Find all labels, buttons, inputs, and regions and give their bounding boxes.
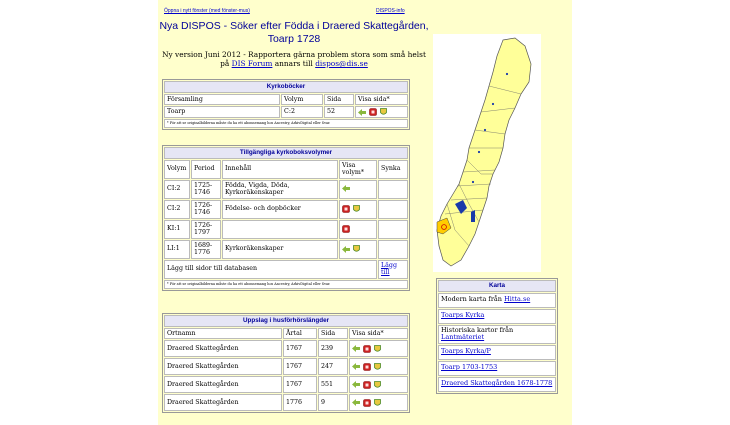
table-row: Draered Skattegården 1767 247 [164, 358, 408, 375]
email-link[interactable]: dispos@dis.se [315, 59, 368, 68]
version-text: Ny version Juni 2012 - Rapportera gärna problem stora som små helst [162, 50, 426, 59]
table-row: LI:1 1689-1776 Kyrkoräkenskaper [164, 240, 408, 259]
yellow-shield-icon[interactable] [374, 363, 381, 371]
green-arrow-icon[interactable] [352, 363, 360, 370]
top-links [164, 8, 564, 14]
draered-map-link[interactable]: Draered Skattegården 1678-1778 [441, 379, 553, 388]
kyrkobocker-table [162, 79, 410, 130]
column-header: Årtal [283, 328, 317, 340]
synka-cell [378, 180, 408, 199]
synka-cell [378, 220, 408, 239]
map-marker [472, 181, 474, 183]
column-header: Sida [324, 94, 354, 106]
red-crest-icon[interactable] [363, 345, 371, 353]
add-pages-link[interactable]: Lägg till [381, 261, 397, 276]
green-arrow-icon[interactable] [342, 185, 350, 192]
map-marker [492, 103, 494, 105]
column-header: Synka [378, 160, 408, 179]
kyrkobocker-caption: Kyrkoböcker [164, 81, 408, 93]
karta-table: Karta Modern karta från Hitta.se Toarps Kyrka Historiska kartor från Lantmäteriet Toarps Kyrka/P Toarp 1703-1753 Draered Skattegården 1678-1778 [436, 278, 558, 394]
green-arrow-icon[interactable] [358, 109, 366, 116]
table-row: CI:2 1725-1746 Födda, Vigda, Döda, Kyrkoräkenskaper [164, 180, 408, 199]
table-row: Draered Skattegården 1767 551 [164, 376, 408, 393]
green-arrow-icon[interactable] [352, 381, 360, 388]
red-crest-icon[interactable] [342, 225, 350, 233]
column-header: Volym [164, 160, 190, 179]
toarps-kyrka-p-link[interactable]: Toarps Kyrka/P [441, 347, 491, 356]
karta-caption: Karta [438, 280, 556, 292]
column-header: Ortnamn [164, 328, 282, 340]
column-header: Visa sida* [355, 94, 408, 106]
toarps-kyrka-link[interactable]: Toarps Kyrka [441, 311, 485, 320]
column-header: Församling [164, 94, 280, 106]
red-crest-icon[interactable] [342, 205, 350, 213]
volymer-caption: Tillgängliga kyrkoboksvolymer [164, 147, 408, 159]
subscription-note: * För att se originalbilderna måste du ha ett abonnemang hos Ancestry, ArkivDigital eller Svar. [164, 280, 408, 289]
map-marker [484, 129, 486, 131]
uppslag-caption: Uppslag i husförhörslängder [164, 315, 408, 327]
table-row: Toarp C:2 52 [164, 106, 408, 118]
volymer-table [162, 145, 410, 291]
green-arrow-icon[interactable] [342, 246, 350, 253]
yellow-shield-icon[interactable] [353, 245, 360, 253]
yellow-shield-icon[interactable] [374, 345, 381, 353]
red-crest-icon[interactable] [363, 381, 371, 389]
green-arrow-icon[interactable] [352, 399, 360, 406]
add-pages-text: Lägg till sidor till databasen [164, 260, 377, 279]
column-header: Period [191, 160, 221, 179]
yellow-shield-icon[interactable] [374, 399, 381, 407]
version-info: Ny version Juni 2012 - Rapportera gärna problem stora som små helst på DIS Forum annars till dispos@dis.se [162, 50, 426, 68]
dis-forum-link[interactable]: DIS Forum [231, 59, 273, 68]
yellow-shield-icon[interactable] [353, 205, 360, 213]
red-crest-icon[interactable] [363, 363, 371, 371]
uppslag-table [162, 313, 410, 413]
yellow-shield-icon[interactable] [374, 381, 381, 389]
location-marker [442, 225, 447, 230]
green-arrow-icon[interactable] [352, 345, 360, 352]
red-crest-icon[interactable] [369, 108, 377, 116]
column-header: Volym [281, 94, 323, 106]
page [158, 0, 572, 425]
table-row: KI:1 1726-1797 [164, 220, 408, 239]
sweden-map[interactable] [433, 34, 541, 272]
table-row: Draered Skattegården 1767 239 [164, 340, 408, 357]
page-title: Nya DISPOS - Söker efter Födda i Draered Skattegården, Toarp 1728 [159, 20, 429, 45]
toarp-map-link[interactable]: Toarp 1703-1753 [441, 363, 498, 372]
synka-cell [378, 200, 408, 219]
lantmateriet-link[interactable]: Lantmäteriet [441, 333, 485, 341]
map-marker [478, 151, 480, 153]
column-header: Sida [318, 328, 348, 340]
lake-vattern [471, 210, 475, 222]
column-header: Visa sida* [349, 328, 408, 340]
column-header: Innehåll [222, 160, 338, 179]
open-new-window-link[interactable]: Öppna i nytt fönster (med fönster-mus) [164, 8, 250, 14]
column-header: Visa volym* [339, 160, 377, 179]
yellow-shield-icon[interactable] [380, 108, 387, 116]
map-marker [506, 73, 508, 75]
table-row: Draered Skattegården 1776 9 [164, 394, 408, 411]
red-crest-icon[interactable] [363, 399, 371, 407]
dispos-info-link[interactable]: DISPOS-info [376, 8, 405, 14]
subscription-note: * För att se originalbilderna måste du ha ett abonnemang hos Ancestry, ArkivDigital eller Svar. [164, 119, 408, 128]
table-row: CI:2 1726-1746 Födelse- och dopböcker [164, 200, 408, 219]
synka-cell [378, 240, 408, 259]
hitta-link[interactable]: Hitta.se [504, 295, 531, 304]
